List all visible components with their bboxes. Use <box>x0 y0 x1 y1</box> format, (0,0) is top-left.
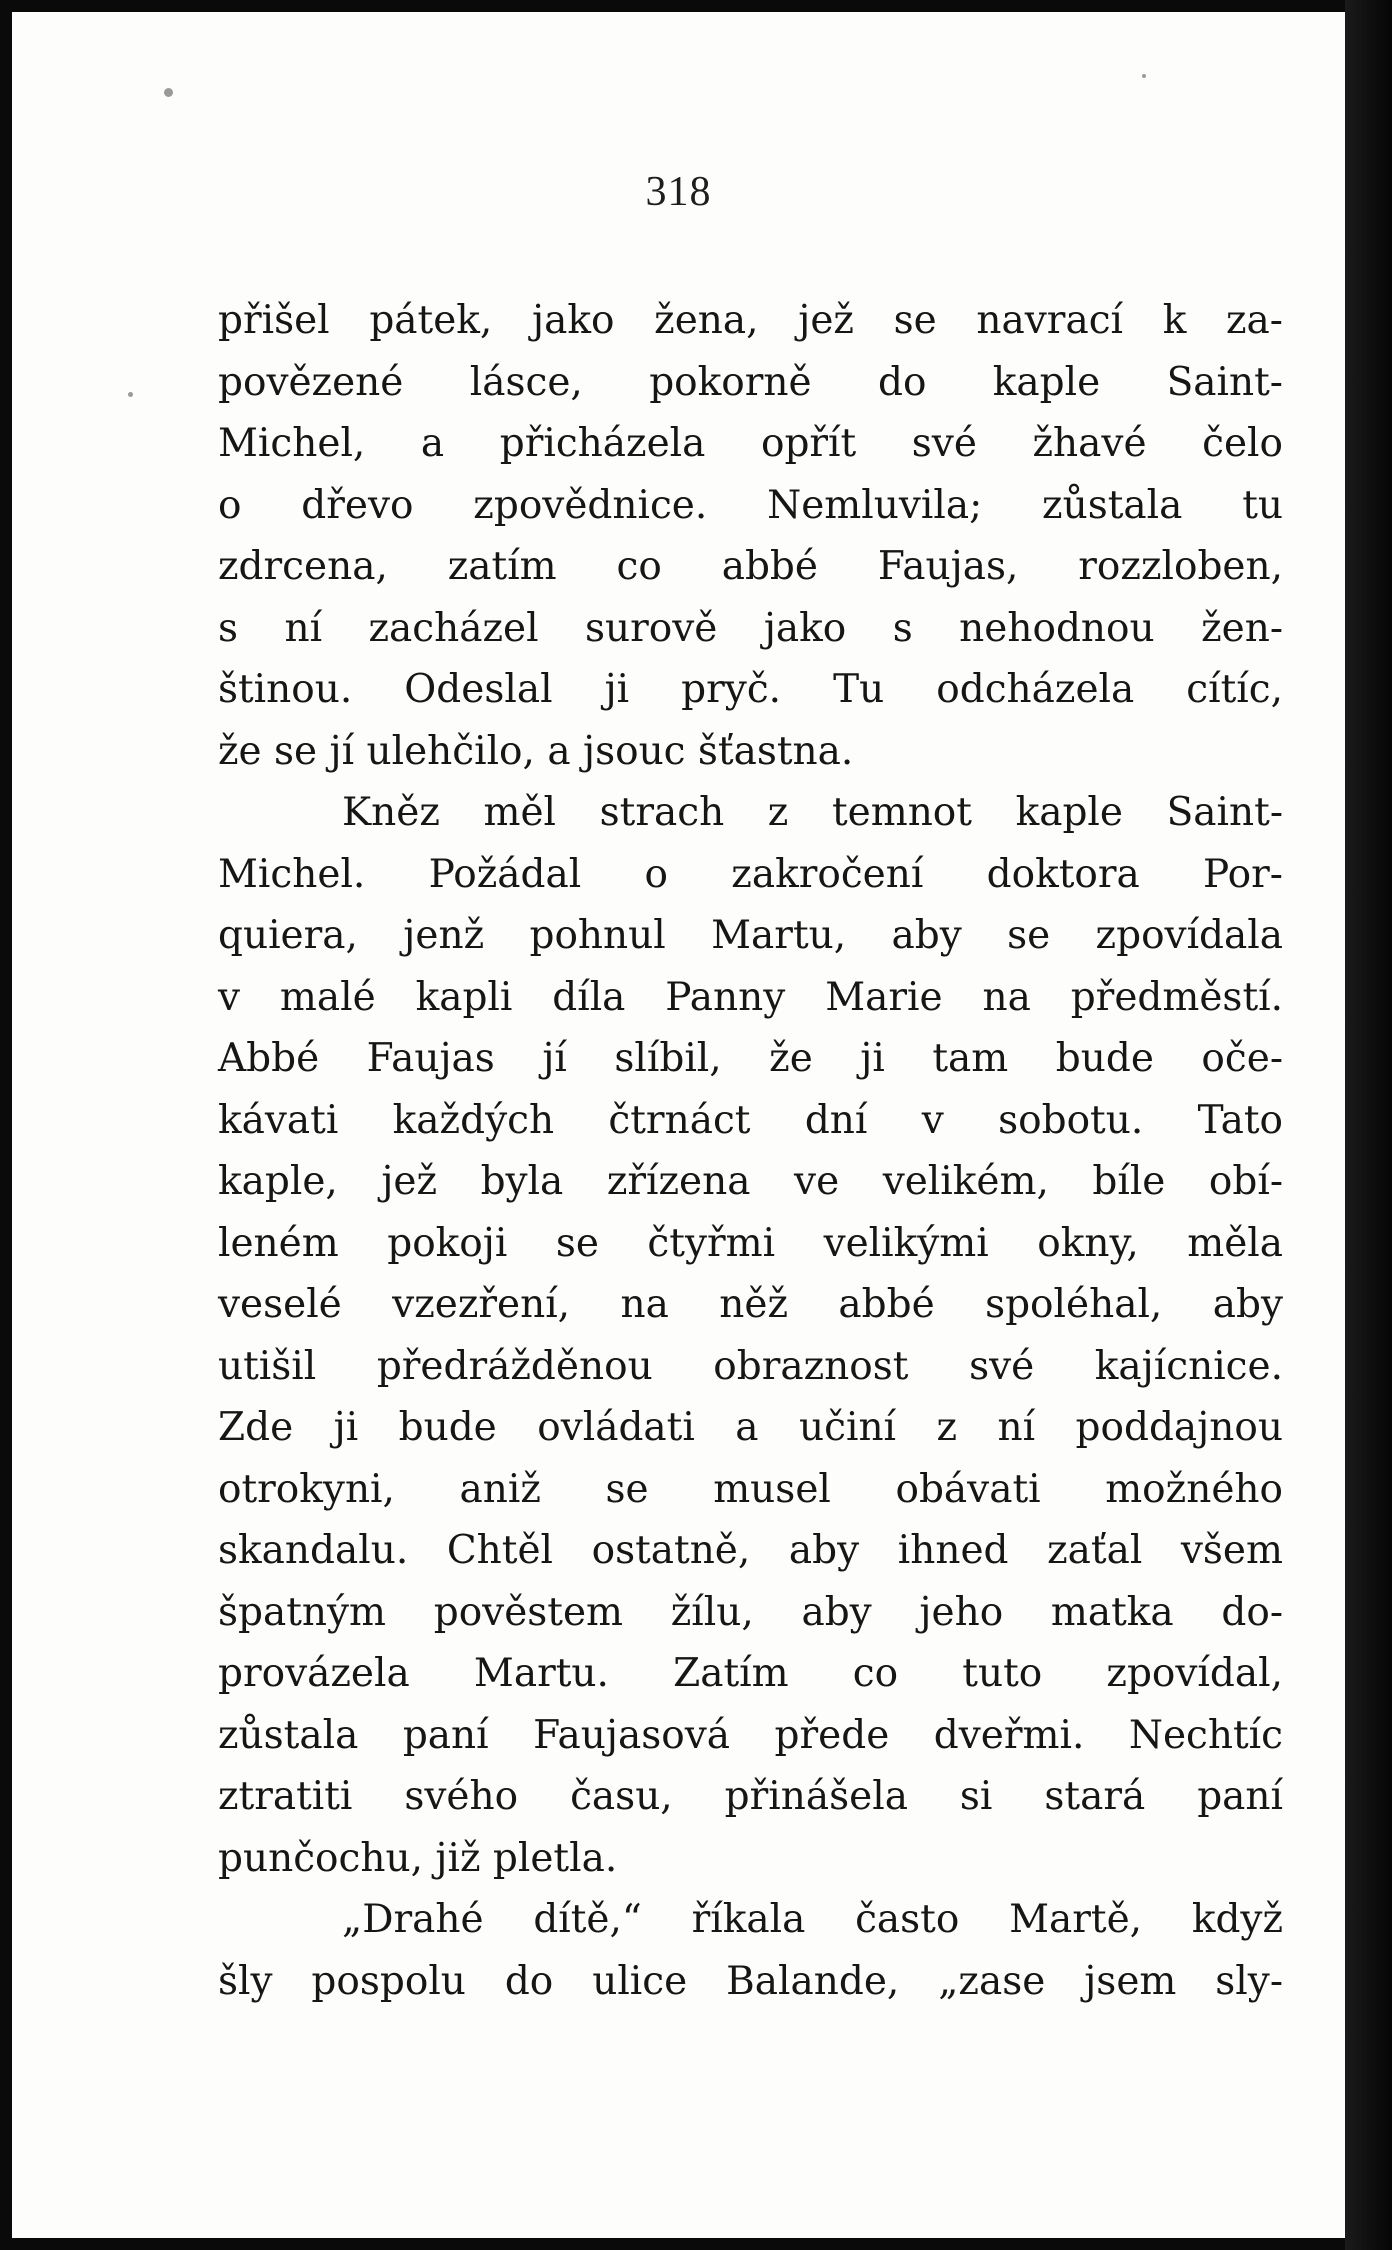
book-page <box>12 12 1345 2238</box>
text-line: zůstala paní Faujasová přede dveřmi. Nechtíc <box>218 1712 1283 1758</box>
text-line: „Drahé dítě,“ říkala často Martě, když <box>342 1897 1283 1942</box>
text-line: Michel. Požádal o zakročení doktora Por- <box>218 851 1283 897</box>
text-line: zdrcena, zatím co abbé Faujas, rozzloben, <box>218 544 1283 589</box>
text-line: o dřevo zpovědnice. Nemluvila; zůstala tu <box>218 482 1283 528</box>
text-line: veselé vzezření, na něž abbé spoléhal, aby <box>218 1282 1283 1327</box>
text-line: že se jí ulehčilo, a jsouc šťastna. <box>218 728 854 774</box>
text-line: šly pospolu do ulice Balande, „zase jsem sly- <box>218 1958 1283 2004</box>
text-line: kávati každých čtrnáct dní v sobotu. Tato <box>218 1097 1283 1143</box>
text-line: Zde ji bude ovládati a učiní z ní poddajnou <box>218 1405 1283 1450</box>
text-line: Abbé Faujas jí slíbil, že ji tam bude oče- <box>218 1036 1283 1081</box>
body-text <box>218 290 1283 2012</box>
page-edge-shadow <box>1345 0 1392 2250</box>
ink-speck <box>128 392 133 397</box>
text-line: leném pokoji se čtyřmi velikými okny, měla <box>218 1220 1283 1266</box>
text-line: skandalu. Chtěl ostatně, aby ihned zaťal všem <box>218 1528 1283 1573</box>
text-line: Michel, a přicházela opřít své žhavé čelo <box>218 421 1283 466</box>
text-line: v malé kapli díla Panny Marie na předměstí. <box>218 974 1283 1020</box>
text-line: povězené lásce, pokorně do kaple Saint- <box>218 359 1283 405</box>
text-line: utišil předrážděnou obraznost své kajícnice. <box>218 1343 1283 1389</box>
text-line: punčochu, již pletla. <box>218 1835 618 1881</box>
text-line: provázela Martu. Zatím co tuto zpovídal, <box>218 1651 1283 1696</box>
text-line: otrokyni, aniž se musel obávati možného <box>218 1466 1283 1512</box>
text-line: špatným pověstem žílu, aby jeho matka do- <box>218 1589 1283 1635</box>
text-line: ztratiti svého času, přinášela si stará paní <box>218 1774 1283 1819</box>
text-line: kaple, jež byla zřízena ve velikém, bíle obí- <box>218 1159 1283 1204</box>
text-line: štinou. Odeslal ji pryč. Tu odcházela cítíc, <box>218 667 1283 712</box>
text-line: s ní zacházel surově jako s nehodnou žen- <box>218 605 1283 651</box>
text-line: přišel pátek, jako žena, jež se navrací k za- <box>218 298 1283 343</box>
page-number: 318 <box>645 169 712 215</box>
ink-speck <box>1142 74 1146 78</box>
text-line: Kněz měl strach z temnot kaple Saint- <box>342 790 1283 835</box>
ink-speck <box>164 88 173 97</box>
text-line: quiera, jenž pohnul Martu, aby se zpovídala <box>218 913 1283 958</box>
